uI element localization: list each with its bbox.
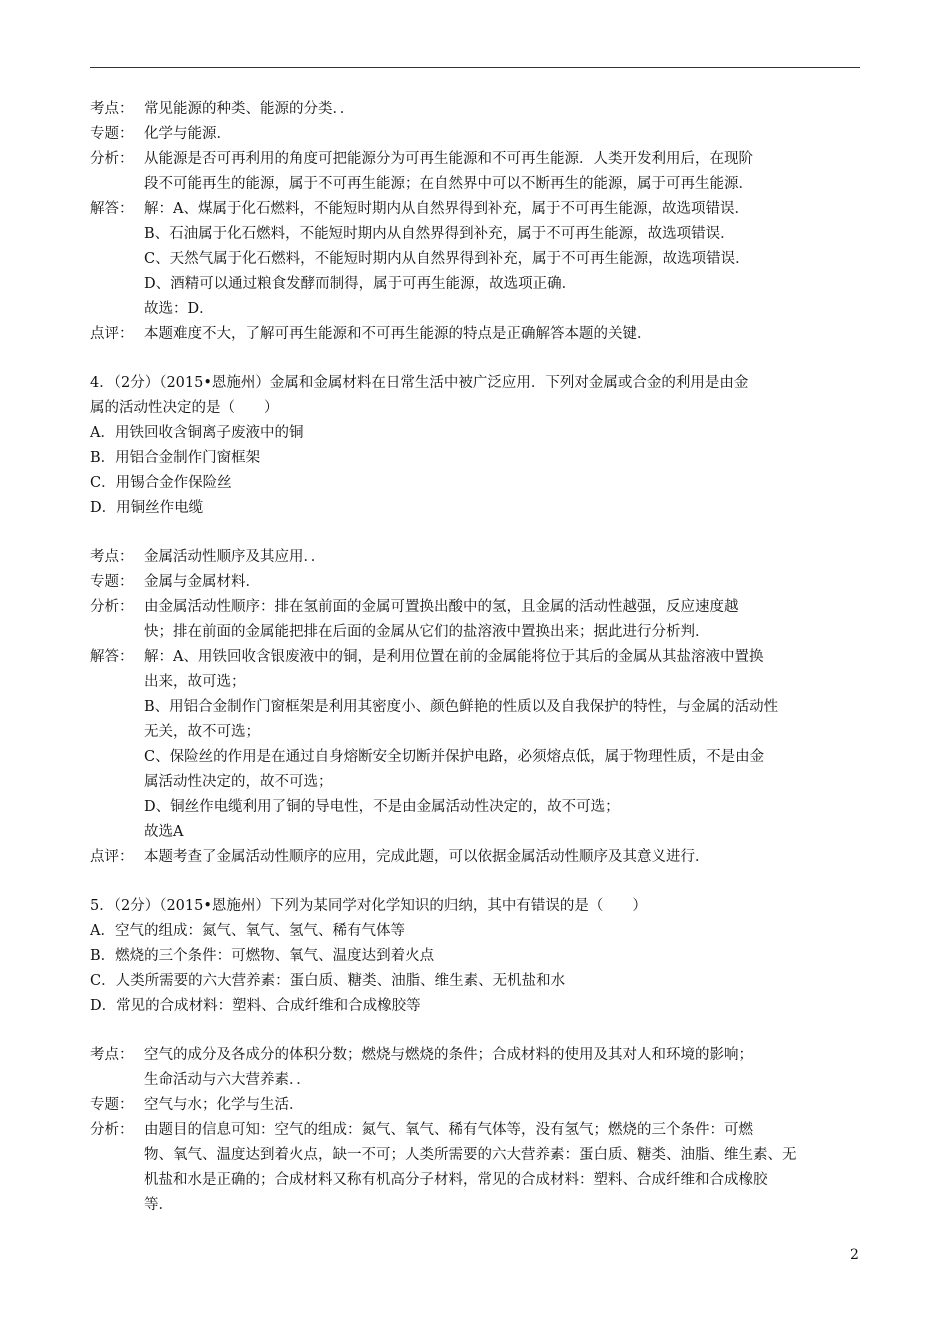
section-label: 解答： xyxy=(90,201,134,217)
question-line: A．空气的组成：氮气、氧气、氢气、稀有气体等 xyxy=(90,923,405,939)
analysis-row xyxy=(90,1143,865,1168)
label-spacer xyxy=(90,770,144,795)
label-spacer xyxy=(90,1193,144,1218)
section-label: 分析： xyxy=(90,599,134,615)
section-label: 分析： xyxy=(90,151,134,167)
question-line: C．人类所需要的六大营养素：蛋白质、糖类、油脂、维生素、无机盐和水 xyxy=(90,973,566,989)
analysis-row xyxy=(90,172,865,197)
analysis-row xyxy=(90,197,865,222)
analysis-row xyxy=(90,695,865,720)
analysis-row xyxy=(90,222,865,247)
document-body xyxy=(90,97,865,1218)
section-text: 物、氧气、温度达到着火点，缺一不可；人类所需要的六大营养素：蛋白质、糖类、油脂、维生素、无 xyxy=(144,1147,797,1163)
section-text: 无关，故不可选； xyxy=(144,724,260,740)
section-text: 空气的成分及各成分的体积分数；燃烧与燃烧的条件；合成材料的使用及其对人和环境的影响； xyxy=(144,1047,753,1063)
analysis-row xyxy=(90,645,865,670)
page-number: 2 xyxy=(850,1247,859,1263)
section-text: 机盐和水是正确的；合成材料又称有机高分子材料，常见的合成材料：塑料、合成纤维和合成橡胶 xyxy=(144,1172,768,1188)
question-line: D．用铜丝作电缆 xyxy=(90,500,204,516)
section-text: 段不可能再生的能源，属于不可再生能源；在自然界中可以不断再生的能源，属于可再生能源． xyxy=(144,176,753,192)
label-spacer xyxy=(90,1168,144,1193)
analysis-row xyxy=(90,545,865,570)
label-spacer xyxy=(90,720,144,745)
section-text: C、保险丝的作用是在通过自身熔断安全切断并保护电路，必须熔点低，属于物理性质，不是由金 xyxy=(144,749,765,765)
section-label: 考点： xyxy=(90,1047,134,1063)
section-label: 考点： xyxy=(90,101,134,117)
label-spacer xyxy=(90,745,144,770)
analysis-row xyxy=(90,795,865,820)
label-spacer xyxy=(90,820,144,845)
analysis-row xyxy=(90,1093,865,1118)
section-label: 考点： xyxy=(90,549,134,565)
label-spacer xyxy=(90,670,144,695)
question-stem: 5．（2分）（2015•恩施州）下列为某同学对化学知识的归纳，其中有错误的是（ ） xyxy=(90,898,647,914)
question-line: C．用锡合金作保险丝 xyxy=(90,475,232,491)
section-text: 解：A、煤属于化石燃料，不能短时期内从自然界得到补充，属于不可再生能源，故选项错误． xyxy=(144,201,749,217)
analysis-row xyxy=(90,147,865,172)
section-text: 本题考查了金属活动性顺序的应用，完成此题，可以依据金属活动性顺序及其意义进行． xyxy=(144,849,710,865)
section-label: 解答： xyxy=(90,649,134,665)
analysis-row xyxy=(90,570,865,595)
label-spacer xyxy=(90,272,144,297)
question-line: B．燃烧的三个条件：可燃物、氧气、温度达到着火点 xyxy=(90,948,435,964)
section-text: 从能源是否可再利用的角度可把能源分为可再生能源和不可再生能源．人类开发利用后，在现阶 xyxy=(144,151,753,167)
analysis-row xyxy=(90,620,865,645)
section-text: 本题难度不大，了解可再生能源和不可再生能源的特点是正确解答本题的关键． xyxy=(144,326,652,342)
question-stem: 4．（2分）（2015•恩施州）金属和金属材料在日常生活中被广泛应用．下列对金属或合金的利用是由金 xyxy=(90,375,749,391)
analysis-row xyxy=(90,745,865,770)
label-spacer xyxy=(90,247,144,272)
section-label: 专题： xyxy=(90,1097,134,1113)
section-text: B、石油属于化石燃料，不能短时期内从自然界得到补充，属于不可再生能源，故选项错误． xyxy=(144,226,735,242)
label-spacer xyxy=(90,695,144,720)
section-text: 金属与金属材料． xyxy=(144,574,260,590)
question-line: A．用铁回收含铜离子废液中的铜 xyxy=(90,425,304,441)
analysis-row xyxy=(90,845,865,870)
section-text: 故选A xyxy=(144,824,184,840)
header-rule xyxy=(90,67,860,68)
analysis-row xyxy=(90,1193,865,1218)
label-spacer xyxy=(90,172,144,197)
analysis-row xyxy=(90,1168,865,1193)
section-text: 化学与能源． xyxy=(144,126,231,142)
analysis-row xyxy=(90,820,865,845)
question-line: B．用铝合金制作门窗框架 xyxy=(90,450,261,466)
section-text: D、酒精可以通过粮食发酵而制得，属于可再生能源，故选项正确． xyxy=(144,276,577,292)
analysis-row xyxy=(90,272,865,297)
section-text: 故选：D． xyxy=(144,301,214,317)
label-spacer xyxy=(90,297,144,322)
analysis-row xyxy=(90,670,865,695)
section-text: C、天然气属于化石燃料，不能短时期内从自然界得到补充，属于不可再生能源，故选项错误． xyxy=(144,251,750,267)
section-text: B、用铝合金制作门窗框架是利用其密度小、颜色鲜艳的性质以及自我保护的特性，与金属的活动性 xyxy=(144,699,779,715)
analysis-row xyxy=(90,97,865,122)
section-text: 属活动性决定的，故不可选； xyxy=(144,774,333,790)
section-text: 常见能源的种类、能源的分类．． xyxy=(144,101,355,117)
question-line: 属的活动性决定的是（ ） xyxy=(90,400,279,416)
section-label: 分析： xyxy=(90,1122,134,1138)
section-label: 专题： xyxy=(90,574,134,590)
section-text: 解：A、用铁回收含银废液中的铜，是利用位置在前的金属能将位于其后的金属从其盐溶液中置换 xyxy=(144,649,764,665)
section-label: 点评： xyxy=(90,326,134,342)
section-text: 生命活动与六大营养素．． xyxy=(144,1072,311,1088)
analysis-row xyxy=(90,247,865,272)
paragraph-gap xyxy=(90,1019,865,1043)
section-label: 点评： xyxy=(90,849,134,865)
analysis-row xyxy=(90,770,865,795)
label-spacer xyxy=(90,1068,144,1093)
label-spacer xyxy=(90,1143,144,1168)
question-line: D．常见的合成材料：塑料、合成纤维和合成橡胶等 xyxy=(90,998,421,1014)
analysis-row xyxy=(90,595,865,620)
section-text: 由题目的信息可知：空气的组成：氮气、氧气、稀有气体等，没有氢气；燃烧的三个条件：可燃 xyxy=(144,1122,753,1138)
section-text: 快；排在前面的金属能把排在后面的金属从它们的盐溶液中置换出来；据此进行分析判． xyxy=(144,624,710,640)
section-label: 专题： xyxy=(90,126,134,142)
analysis-row xyxy=(90,1118,865,1143)
paragraph-gap xyxy=(90,870,865,894)
label-spacer xyxy=(90,795,144,820)
analysis-row xyxy=(90,720,865,745)
analysis-row xyxy=(90,122,865,147)
section-text: 等． xyxy=(144,1197,173,1213)
paragraph-gap xyxy=(90,521,865,545)
section-text: 出来，故可选； xyxy=(144,674,246,690)
section-text: 空气与水；化学与生活． xyxy=(144,1097,304,1113)
label-spacer xyxy=(90,620,144,645)
analysis-row xyxy=(90,1043,865,1068)
analysis-row xyxy=(90,1068,865,1093)
section-text: 由金属活动性顺序：排在氢前面的金属可置换出酸中的氢，且金属的活动性越强，反应速度越 xyxy=(144,599,739,615)
section-text: D、铜丝作电缆利用了铜的导电性，不是由金属活动性决定的，故不可选； xyxy=(144,799,620,815)
analysis-row xyxy=(90,297,865,322)
analysis-row xyxy=(90,322,865,347)
label-spacer xyxy=(90,222,144,247)
paragraph-gap xyxy=(90,347,865,371)
section-text: 金属活动性顺序及其应用．． xyxy=(144,549,326,565)
